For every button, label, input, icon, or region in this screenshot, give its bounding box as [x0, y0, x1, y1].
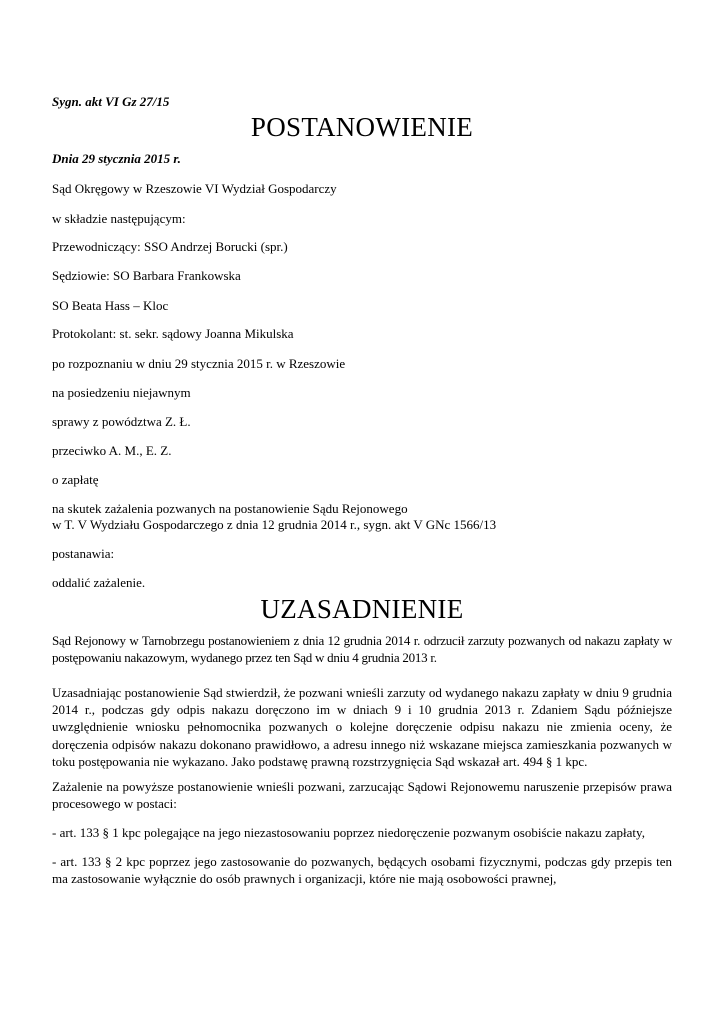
document-title: POSTANOWIENIE — [250, 112, 474, 142]
case-subject: o zapłatę — [52, 472, 99, 487]
decides-label: postanawia: — [52, 546, 115, 561]
justification-paragraph-1: Sąd Rejonowy w Tarnobrzegu postanowieniem z dnia 12 grudnia 2014 r. odrzucił zarzuty pozwanych od nakazu zapłaty w postępowaniu nakazowym, wydanego przez ten Sąd w dniu 4 grudnia 2013 r. — [52, 633, 672, 666]
case-defendants: przeciwko A. M., E. Z. — [52, 443, 172, 458]
complaint-line-2: w T. V Wydziału Gospodarczego z dnia 12 grudnia 2014 r., sygn. akt V GNc 1566/13 — [52, 517, 497, 532]
justification-paragraph-3: Zażalenie na powyższe postanowienie wnieśli pozwani, zarzucając Sądowi Rejonowemu naruszenie przepisów prawa procesowego w postaci: — [52, 779, 672, 812]
justification-title: UZASADNIENIE — [260, 594, 464, 624]
justification-paragraph-2: Uzasadniając postanowienie Sąd stwierdził, że pozwani wnieśli zarzuty od wydanego nakazu zapłaty w dniu 9 grudnia 2014 r., podczas gdy odpis nakazu doręczono im w dniach 9 i 10 grudnia 2013 r. Zdaniem Sądu późniejsze uwzględnienie wniosku pełnomocnika pozwanych o kolejne doręczenie odpisu nakazu nie zmienia oceny, że doręczenia odpisów nakazu dokonano prawidłowo, a adresu innego niż wskazane miejsca zamieszkania pozwanych w toku postępowania nie wykazano. Jako podstawę prawną rozstrzygnięcia Sąd wskazał art. 494 § 1 kpc. — [52, 685, 672, 769]
complaint-line-1: na skutek zażalenia pozwanych na postanowienie Sądu Rejonowego — [52, 501, 408, 516]
case-signature: Sygn. akt VI Gz 27/15 — [52, 94, 170, 109]
decision-text: oddalić zażalenie. — [52, 575, 146, 590]
presiding-judge: Przewodniczący: SSO Andrzej Borucki (spr.) — [52, 239, 288, 254]
case-plaintiff: sprawy z powództwa Z. Ł. — [52, 414, 191, 429]
second-judge: SO Beata Hass – Kloc — [52, 298, 169, 313]
court-clerk: Protokolant: st. sekr. sądowy Joanna Mikulska — [52, 326, 294, 341]
justification-paragraph-5: - art. 133 § 2 kpc poprzez jego zastosowanie do pozwanych, będących osobami fizycznymi, podczas gdy przepis ten ma zastosowanie wyłącznie do osób prawnych i organizacji, które nie mają osobowości prawnej, — [52, 854, 672, 887]
court-name: Sąd Okręgowy w Rzeszowie VI Wydział Gospodarczy — [52, 181, 337, 196]
justification-paragraph-4: - art. 133 § 1 kpc polegające na jego niezastosowaniu poprzez niedoręczenie pozwanym osobiście nakazu zapłaty, — [52, 825, 645, 840]
judges: Sędziowie: SO Barbara Frankowska — [52, 268, 241, 283]
hearing-info: po rozpoznaniu w dniu 29 stycznia 2015 r. w Rzeszowie — [52, 356, 346, 371]
session-type: na posiedzeniu niejawnym — [52, 385, 191, 400]
panel-intro: w składzie następującym: — [52, 211, 186, 226]
document-date: Dnia 29 stycznia 2015 r. — [52, 151, 181, 166]
